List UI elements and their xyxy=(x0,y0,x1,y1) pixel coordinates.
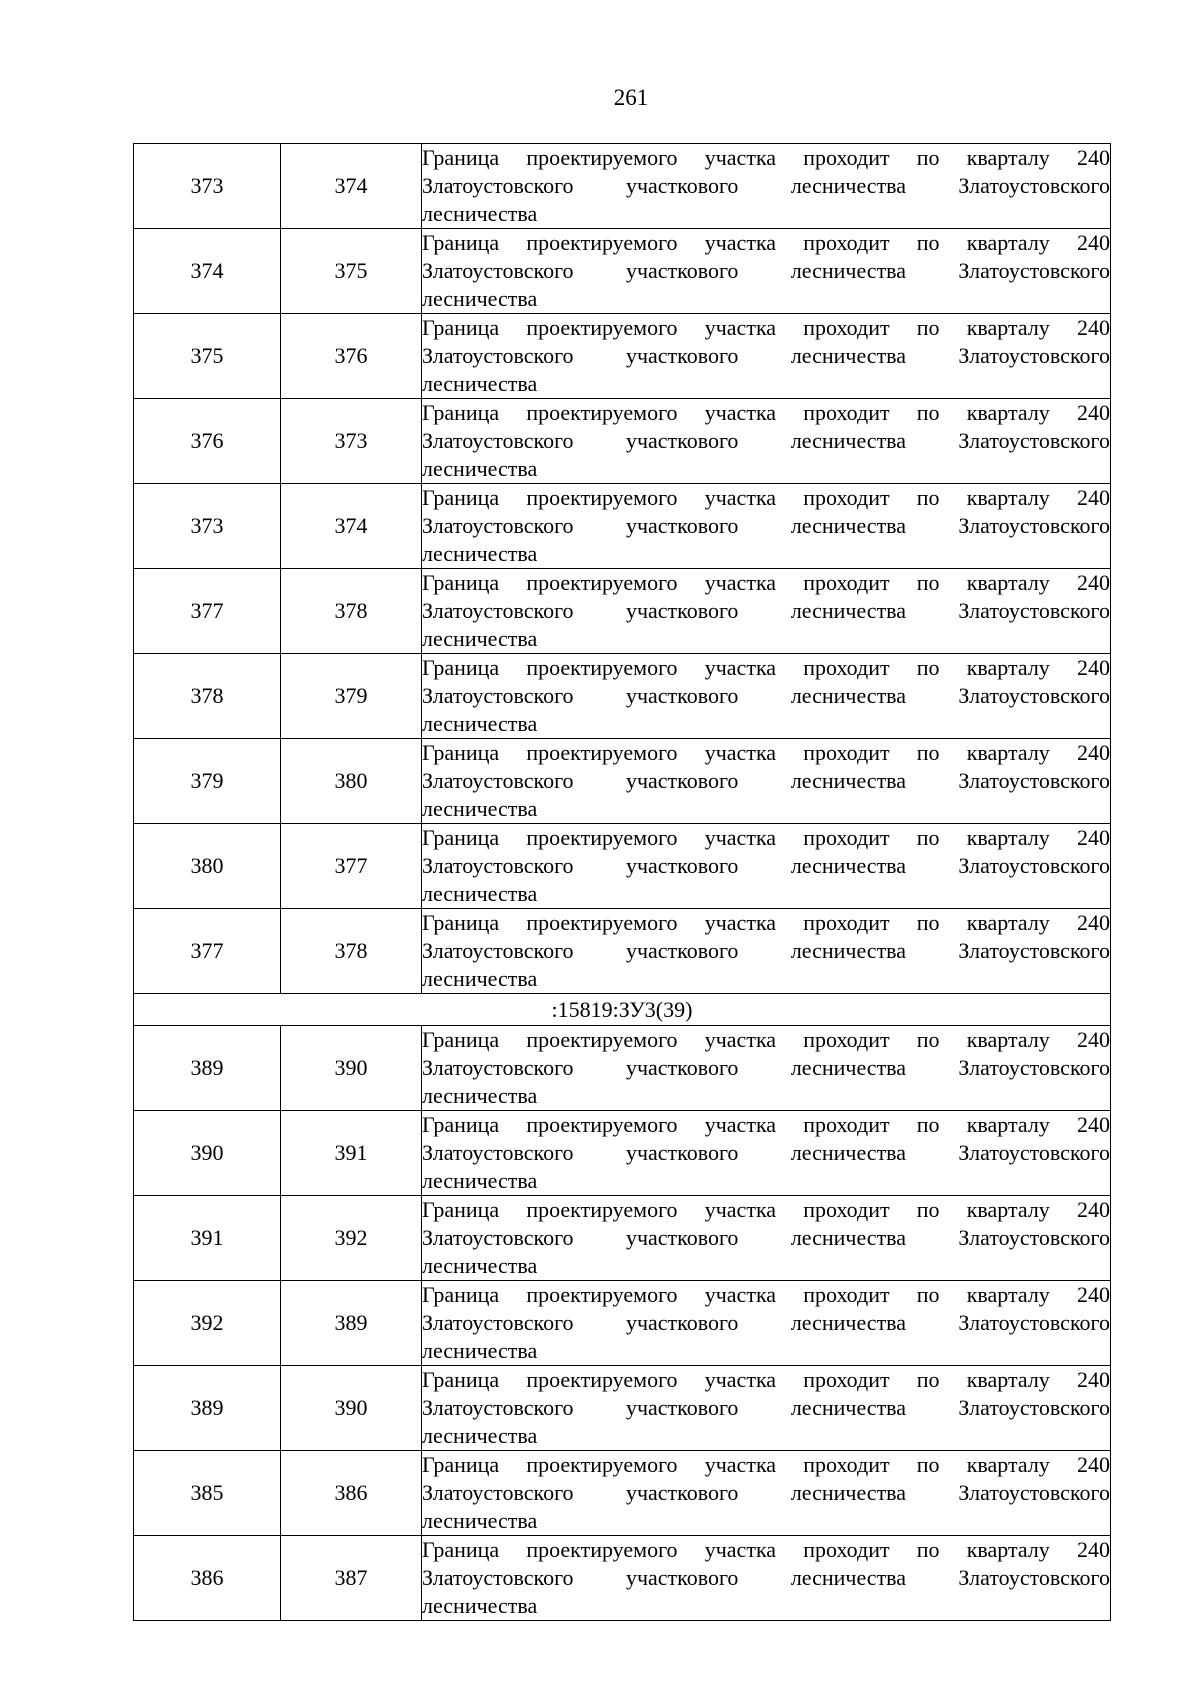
to-point: 378 xyxy=(281,909,422,994)
table-row xyxy=(134,1536,1111,1621)
from-point: 377 xyxy=(134,909,281,994)
description-line: лесничества xyxy=(422,201,538,226)
from-point: 389 xyxy=(134,1366,281,1451)
boundary-description xyxy=(422,1281,1111,1366)
table-row xyxy=(134,314,1111,399)
description-line: лесничества xyxy=(422,1168,538,1193)
boundary-description xyxy=(422,144,1111,229)
description-line: Граница проектируемого участка проходит по кварталу 240 xyxy=(422,740,1110,765)
from-point: 375 xyxy=(134,314,281,399)
boundary-description xyxy=(422,1111,1111,1196)
table-row xyxy=(134,654,1111,739)
table-row xyxy=(134,909,1111,994)
from-point: 390 xyxy=(134,1111,281,1196)
description-line: Златоустовского участкового лесничества Златоустовского xyxy=(422,1225,1110,1250)
table-row xyxy=(134,1366,1111,1451)
description-line: лесничества xyxy=(422,1338,538,1363)
description-line: лесничества xyxy=(422,1508,538,1533)
table-row xyxy=(134,484,1111,569)
table-row xyxy=(134,1451,1111,1536)
boundary-description xyxy=(422,1026,1111,1111)
boundary-description xyxy=(422,1196,1111,1281)
table-row xyxy=(134,399,1111,484)
to-point: 373 xyxy=(281,399,422,484)
table-row xyxy=(134,1026,1111,1111)
to-point: 386 xyxy=(281,1451,422,1536)
boundary-description xyxy=(422,569,1111,654)
section-row xyxy=(134,994,1111,1026)
table-row xyxy=(134,1196,1111,1281)
to-point: 374 xyxy=(281,144,422,229)
description-line: лесничества xyxy=(422,881,538,906)
to-point: 392 xyxy=(281,1196,422,1281)
boundary-description xyxy=(422,1451,1111,1536)
description-line: Златоустовского участкового лесничества Златоустовского xyxy=(422,1395,1110,1420)
to-point: 374 xyxy=(281,484,422,569)
description-line: Златоустовского участкового лесничества Златоустовского xyxy=(422,598,1110,623)
boundary-description xyxy=(422,229,1111,314)
boundary-description xyxy=(422,1366,1111,1451)
description-line: лесничества xyxy=(422,626,538,651)
from-point: 389 xyxy=(134,1026,281,1111)
table-row xyxy=(134,739,1111,824)
description-line: Граница проектируемого участка проходит по кварталу 240 xyxy=(422,825,1110,850)
from-point: 373 xyxy=(134,484,281,569)
description-line: Златоустовского участкового лесничества Златоустовского xyxy=(422,683,1110,708)
description-line: лесничества xyxy=(422,796,538,821)
boundary-description xyxy=(422,484,1111,569)
description-line: Златоустовского участкового лесничества Златоустовского xyxy=(422,853,1110,878)
description-line: Златоустовского участкового лесничества Златоустовского xyxy=(422,1565,1110,1590)
from-point: 392 xyxy=(134,1281,281,1366)
from-point: 378 xyxy=(134,654,281,739)
description-line: Златоустовского участкового лесничества Златоустовского xyxy=(422,1310,1110,1335)
description-line: Граница проектируемого участка проходит по кварталу 240 xyxy=(422,655,1110,680)
description-line: лесничества xyxy=(422,1253,538,1278)
description-line: Граница проектируемого участка проходит по кварталу 240 xyxy=(422,230,1110,255)
boundary-description xyxy=(422,314,1111,399)
page-number: 261 xyxy=(613,85,649,110)
to-point: 379 xyxy=(281,654,422,739)
from-point: 374 xyxy=(134,229,281,314)
description-line: Граница проектируемого участка проходит по кварталу 240 xyxy=(422,400,1110,425)
boundary-description xyxy=(422,1536,1111,1621)
description-line: Златоустовского участкового лесничества Златоустовского xyxy=(422,173,1110,198)
table-row xyxy=(134,824,1111,909)
description-line: Граница проектируемого участка проходит по кварталу 240 xyxy=(422,1027,1110,1052)
boundary-description xyxy=(422,654,1111,739)
table-row xyxy=(134,229,1111,314)
description-line: Граница проектируемого участка проходит по кварталу 240 xyxy=(422,315,1110,340)
description-line: Граница проектируемого участка проходит по кварталу 240 xyxy=(422,1537,1110,1562)
description-line: Златоустовского участкового лесничества Златоустовского xyxy=(422,768,1110,793)
description-line: лесничества xyxy=(422,1083,538,1108)
description-line: Златоустовского участкового лесничества Златоустовского xyxy=(422,513,1110,538)
to-point: 387 xyxy=(281,1536,422,1621)
to-point: 390 xyxy=(281,1026,422,1111)
description-line: лесничества xyxy=(422,966,538,991)
description-line: Граница проектируемого участка проходит по кварталу 240 xyxy=(422,1367,1110,1392)
description-line: Граница проектируемого участка проходит по кварталу 240 xyxy=(422,1112,1110,1137)
boundary-description xyxy=(422,399,1111,484)
description-line: лесничества xyxy=(422,541,538,566)
from-point: 379 xyxy=(134,739,281,824)
description-line: Златоустовского участкового лесничества Златоустовского xyxy=(422,343,1110,368)
description-line: Златоустовского участкового лесничества Златоустовского xyxy=(422,1140,1110,1165)
from-point: 376 xyxy=(134,399,281,484)
boundary-table xyxy=(133,143,1111,1621)
description-line: Граница проектируемого участка проходит по кварталу 240 xyxy=(422,910,1110,935)
description-line: Граница проектируемого участка проходит по кварталу 240 xyxy=(422,1452,1110,1477)
to-point: 389 xyxy=(281,1281,422,1366)
from-point: 386 xyxy=(134,1536,281,1621)
boundary-description xyxy=(422,909,1111,994)
table-row xyxy=(134,144,1111,229)
boundary-description xyxy=(422,739,1111,824)
boundary-description xyxy=(422,824,1111,909)
to-point: 375 xyxy=(281,229,422,314)
description-line: Граница проектируемого участка проходит по кварталу 240 xyxy=(422,570,1110,595)
description-line: Златоустовского участкового лесничества Златоустовского xyxy=(422,1055,1110,1080)
description-line: Златоустовского участкового лесничества Златоустовского xyxy=(422,938,1110,963)
to-point: 378 xyxy=(281,569,422,654)
from-point: 377 xyxy=(134,569,281,654)
to-point: 390 xyxy=(281,1366,422,1451)
description-line: Златоустовского участкового лесничества Златоустовского xyxy=(422,428,1110,453)
description-line: Граница проектируемого участка проходит по кварталу 240 xyxy=(422,1282,1110,1307)
description-line: Граница проектируемого участка проходит по кварталу 240 xyxy=(422,145,1110,170)
from-point: 391 xyxy=(134,1196,281,1281)
description-line: Златоустовского участкового лесничества Златоустовского xyxy=(422,1480,1110,1505)
table-row xyxy=(134,1111,1111,1196)
table-row xyxy=(134,1281,1111,1366)
description-line: лесничества xyxy=(422,1593,538,1618)
from-point: 380 xyxy=(134,824,281,909)
from-point: 385 xyxy=(134,1451,281,1536)
description-line: Граница проектируемого участка проходит по кварталу 240 xyxy=(422,1197,1110,1222)
description-line: лесничества xyxy=(422,371,538,396)
from-point: 373 xyxy=(134,144,281,229)
description-line: Граница проектируемого участка проходит по кварталу 240 xyxy=(422,485,1110,510)
to-point: 376 xyxy=(281,314,422,399)
description-line: лесничества xyxy=(422,286,538,311)
description-line: Златоустовского участкового лесничества Златоустовского xyxy=(422,258,1110,283)
to-point: 380 xyxy=(281,739,422,824)
description-line: лесничества xyxy=(422,456,538,481)
section-title: :15819:ЗУ3(39) xyxy=(134,994,1111,1026)
description-line: лесничества xyxy=(422,711,538,736)
to-point: 377 xyxy=(281,824,422,909)
to-point: 391 xyxy=(281,1111,422,1196)
table-body xyxy=(134,144,1111,1621)
description-line: лесничества xyxy=(422,1423,538,1448)
table-row xyxy=(134,569,1111,654)
